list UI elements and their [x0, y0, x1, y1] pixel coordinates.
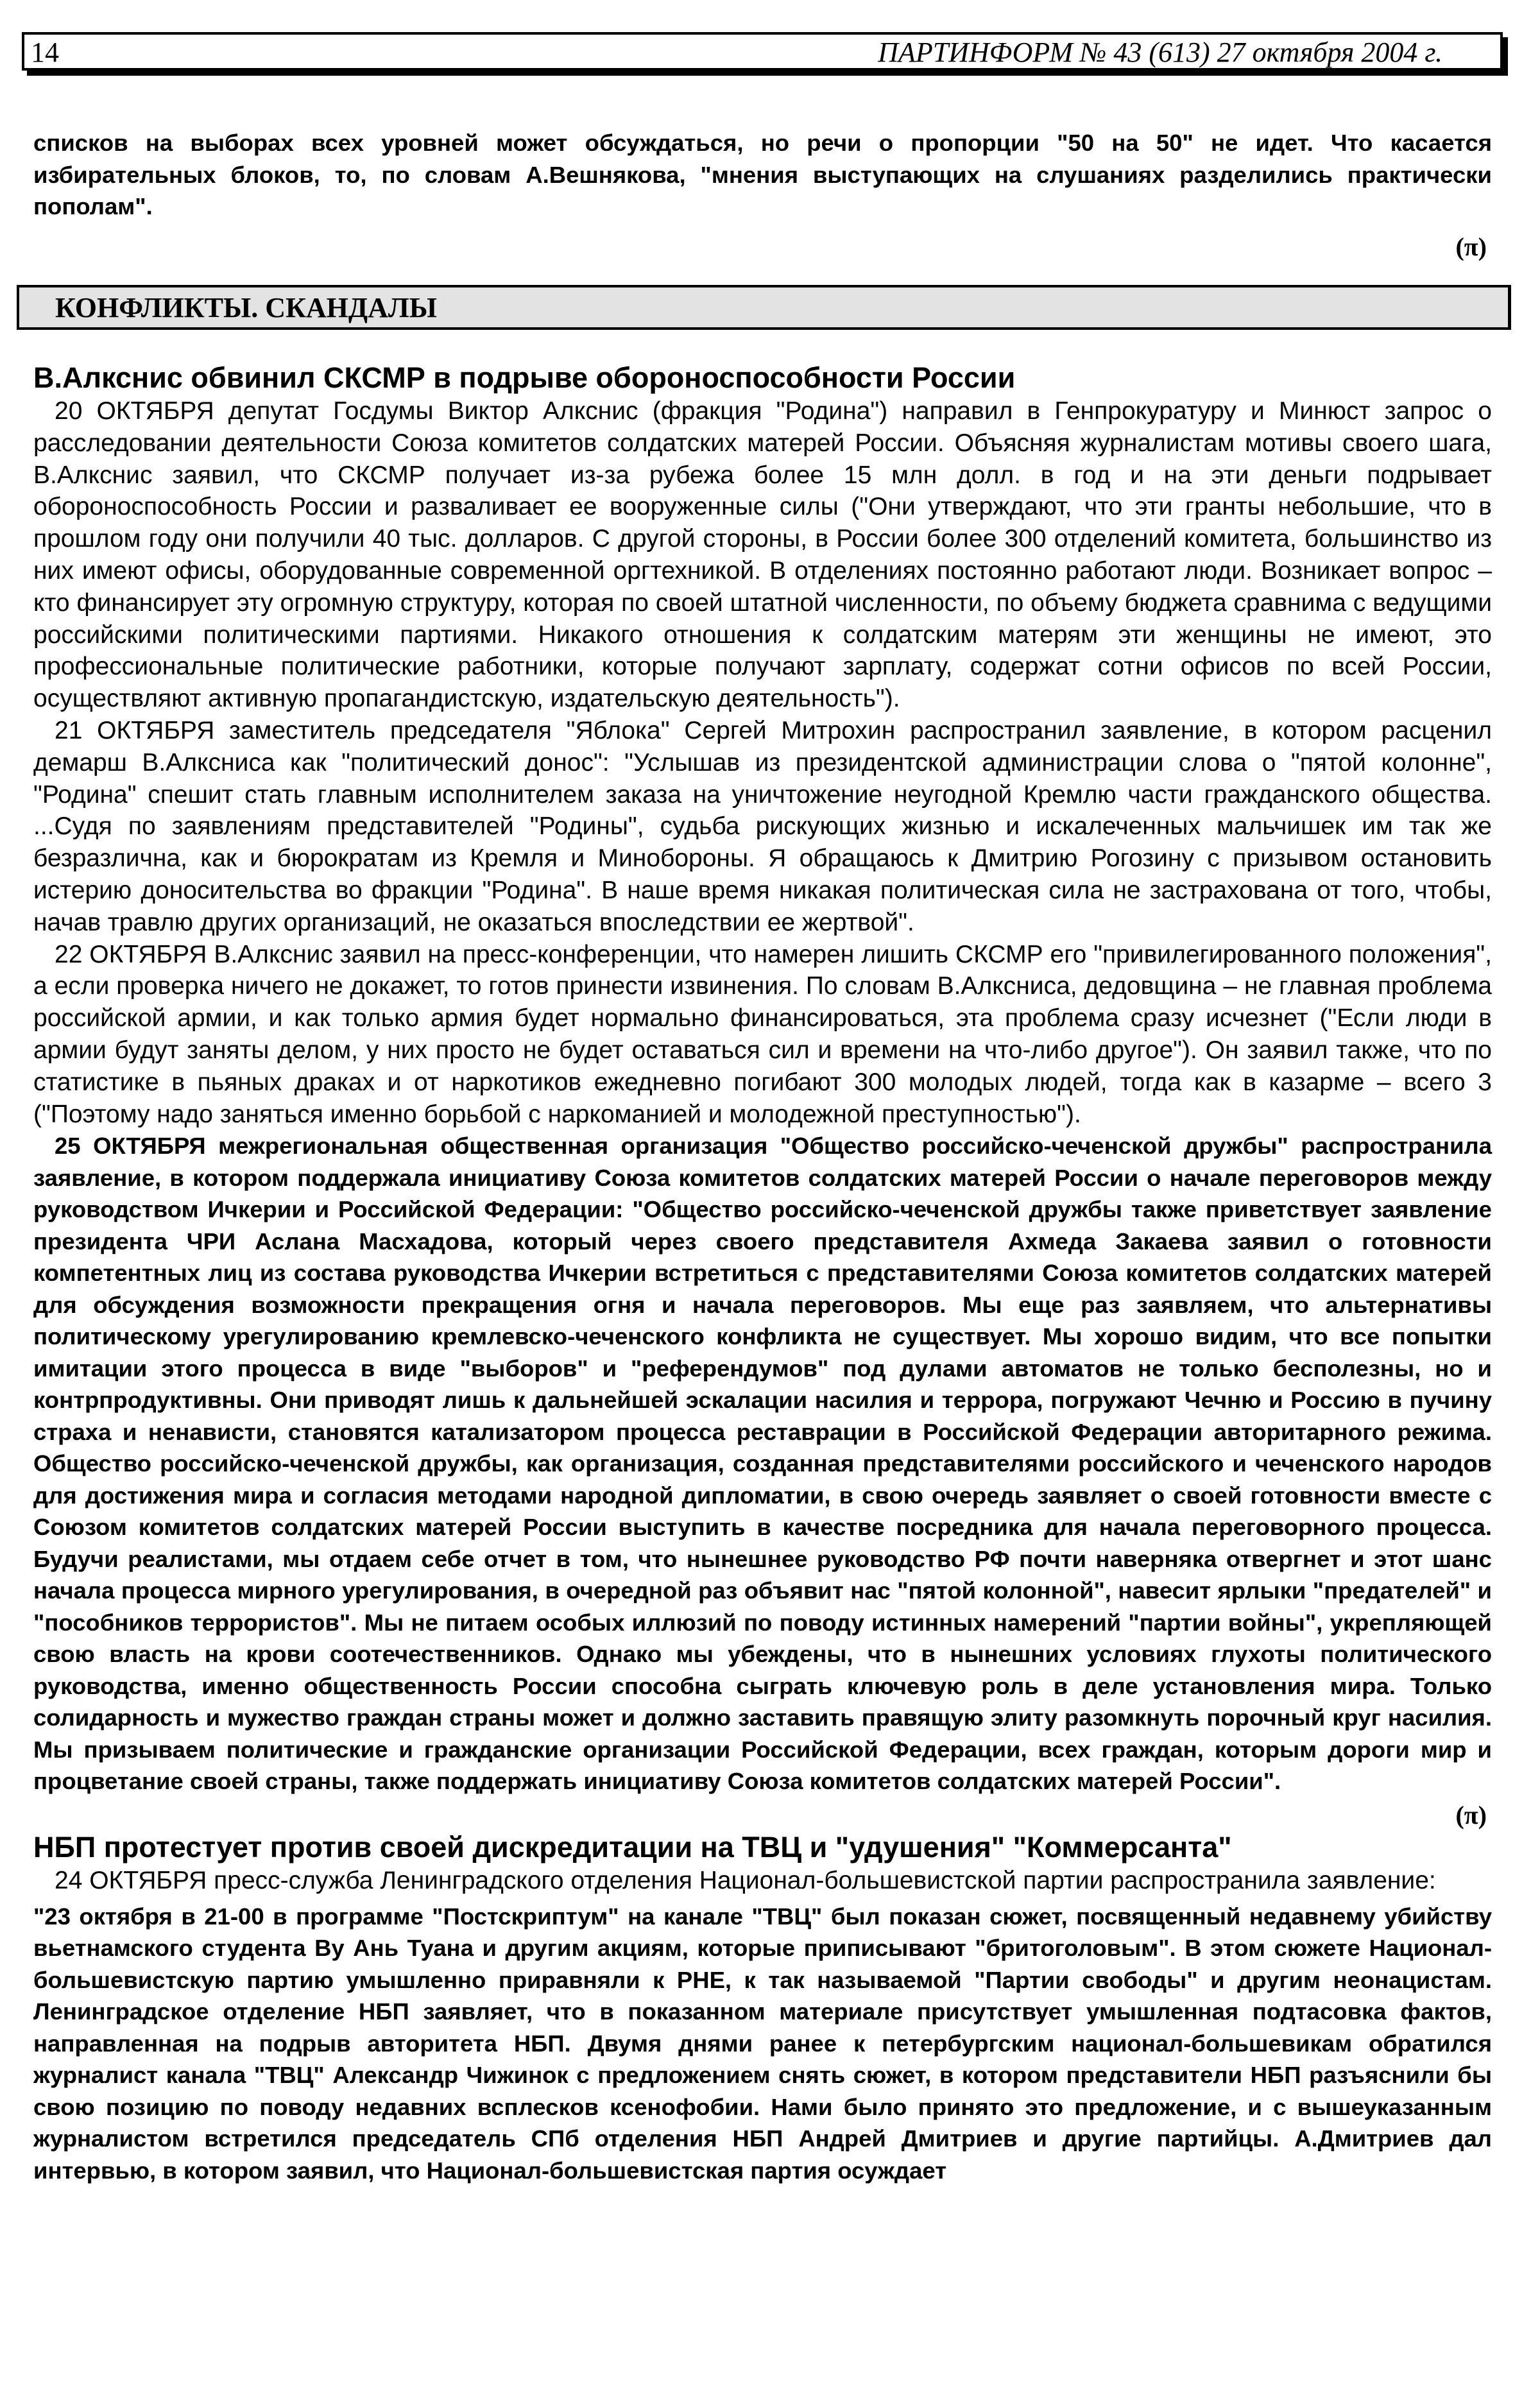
article-paragraph: 21 ОКТЯБРЯ заместитель председателя "Яблока" Сергей Митрохин распространил заявление, в котором расценил демарш В.Алксниса как "политический донос": "Услышав из президентской администрации слова о "пятой колонне", "Родина" спешит стать главным исполнителем заказа на уничтожение неугодной Кремлю части гражданского общества. ...Судя по заявлениям представителей "Родины", судьба рискующих жизнью и искалеченных мальчишек им так же безразлична, как и бюрократам из Кремля и Минобороны. Я обращаюсь к Дмитрию Рогозину с призывом остановить истерию доносительства во фракции "Родина". В наше время никакая политическая сила не застрахована от того, чтобы, начав травлю других организаций, не оказаться впоследствии ее жертвой".: [33, 716, 1492, 936]
intro-text: списков на выборах всех уровней может обсуждаться, но речи о пропорции "50 на 50" не идет. Что касается избирательных блоков, то, по словам А.Вешнякова, "мнения выступающих на слушаниях разделились практически пополам".: [33, 130, 1492, 219]
page-number: 14: [31, 37, 59, 68]
article-title: В.Алкснис обвинил СКСМР в подрыве обороноспособности России: [33, 361, 1016, 394]
article-signature: (π): [1455, 1800, 1487, 1829]
section-header: [17, 285, 1511, 330]
article-paragraph: 24 ОКТЯБРЯ пресс-служба Ленинградского отделения Национал-большевистской партии распространила заявление:: [55, 1866, 1436, 1894]
article-paragraph: 22 ОКТЯБРЯ В.Алкснис заявил на пресс-конференции, что намерен лишить СКСМР его "привилегированного положения", а если проверка ничего не докажет, то готов принести извинения. По словам В.Алксниса, дедовщина – не главная проблема российской армии, и как только армия будет нормально финансироваться, эта проблема сразу исчезнет ("Если люди в армии будут заняты делом, у них просто не будет оставаться сил и времени на что-либо другое"). Он заявил также, что по статистике в пьяных драках и от наркотиков ежедневно погибают 300 молодых людей, тогда как в казарме – всего 3 ("Поэтому надо заняться именно борьбой с наркоманией и молодежной преступностью").: [33, 940, 1492, 1128]
section-title: КОНФЛИКТЫ. СКАНДАЛЫ: [55, 292, 437, 323]
article-paragraph: 20 ОКТЯБРЯ депутат Госдумы Виктор Алкснис (фракция "Родина") направил в Генпрокуратуру и Минюст запрос о расследовании деятельности Союза комитетов солдатских матерей России. Объясняя журналистам мотивы своего шага, В.Алкснис заявил, что СКСМР получает из-за рубежа более 15 млн долл. в год и на эти деньги подрывает обороноспособность России и разваливает ее вооруженные силы ("Они утверждают, что эти гранты небольшие, что в прошлом году они получили 40 тыс. долларов. С другой стороны, в России более 300 отделений комитета, большинство из них имеют офисы, оборудованные современной оргтехникой. В отделениях постоянно работают люди. Возникает вопрос – кто финансирует эту огромную структуру, которая по своей штатной численности, по объему бюджета сравнима с ведущими российскими политическими партиями. Никакого отношения к солдатским матерям эти женщины не имеют, это профессиональные политические работники, которые получают зарплату, содержат сотни офисов по всей России, осуществляют активную пропагандистскую, издательскую деятельность").: [33, 397, 1492, 713]
publication-title: ПАРТИНФОРМ № 43 (613) 27 октября 2004 г.: [878, 37, 1442, 68]
intro-block: [33, 127, 1492, 262]
page-header: [22, 32, 1503, 71]
article-bold-paragraph: 25 ОКТЯБРЯ межрегиональная общественная организация "Общество российско-чеченской дружбы" распространила заявление, в котором поддержала инициативу Союза комитетов солдатских матерей России о начале переговоров между руководством Ичкерии и Российской Федерации: "Общество российско-чеченской дружбы также приветствует заявление президента ЧРИ Аслана Масхадова, который через своего представителя Ахмеда Закаева заявил о готовности компетентных лиц из состава руководства Ичкерии встретиться с представителями Союза комитетов солдатских матерей для обсуждения возможности прекращения огня и начала переговоров. Мы еще раз заявляем, что альтернативы политическому урегулированию кремлевско-чеченского конфликта не существует. Мы хорошо видим, что все попытки имитации этого процесса в виде "выборов" и "референдумов" под дулами автоматов не только бесполезны, но и контрпродуктивны. Они приводят лишь к дальнейшей эскалации насилия и террора, погружают Чечню и Россию в пучину страха и ненависти, становятся катализатором процесса реставрации в Российской Федерации авторитарного режима. Общество российско-чеченской дружбы, как организация, созданная представителями российского и чеченского народов для достижения мира и согласия методами народной дипломатии, в свою очередь заявляет о своей готовности вместе с Союзом комитетов солдатских матерей России выступить в качестве посредника для начала переговорного процесса. Будучи реалистами, мы отдаем себе отчет в том, что нынешнее руководство РФ почти наверняка отвергнет и этот шанс начала процесса мирного урегулирования, в очередной раз объявит нас "пятой колонной", навесит ярлыки "предателей" и "пособников террористов". Мы не питаем особых иллюзий по поводу истинных намерений "партии войны", укрепляющей свою власть на крови соотечественников. Однако мы убеждены, что в нынешних условиях глухоты политического руководства, именно общественность России способна сыграть ключевую роль в деле установления мира. Только солидарность и мужество граждан страны может и должно заставить правящую элиту разомкнуть порочный круг насилия. Мы призываем политические и гражданские организации Российской Федерации, всех граждан, которым дороги мир и процветание своей страны, также поддержать инициативу Союза комитетов солдатских матерей России".: [33, 1133, 1492, 1795]
article-title: НБП протестует против своей дискредитации на ТВЦ и "удушения" "Коммерсанта": [33, 1830, 1232, 1864]
article-bold-paragraph: "23 октября в 21-00 в программе "Постскриптум" на канале "ТВЦ" был показан сюжет, посвященный недавнему убийству вьетнамского студента Ву Ань Туана и другим акциям, которые приписывают "бритоголовым". В этом сюжете Национал-большевистскую партию умышленно приравняли к РНЕ, к так называемой "Партии свободы" и другим неонацистам. Ленинградское отделение НБП заявляет, что в показанном материале присутствует умышленная подтасовка фактов, направленная на подрыв авторитета НБП. Двумя днями ранее к петербургским национал-большевикам обратился журналист канала "ТВЦ" Александр Чижинок с предложением снять сюжет, в котором представители НБП разъяснили бы свою позицию по поводу недавних всплесков ксенофобии. Нами было принято это предложение, и с вышеуказанным журналистом встретился председатель СПб отделения НБП Андрей Дмитриев и другие партийцы. А.Дмитриев дал интервью, в котором заявил, что Национал-большевистская партия осуждает: [33, 1903, 1492, 2184]
article-alksnis: [33, 361, 1492, 2186]
intro-signature: (π): [1455, 232, 1487, 261]
